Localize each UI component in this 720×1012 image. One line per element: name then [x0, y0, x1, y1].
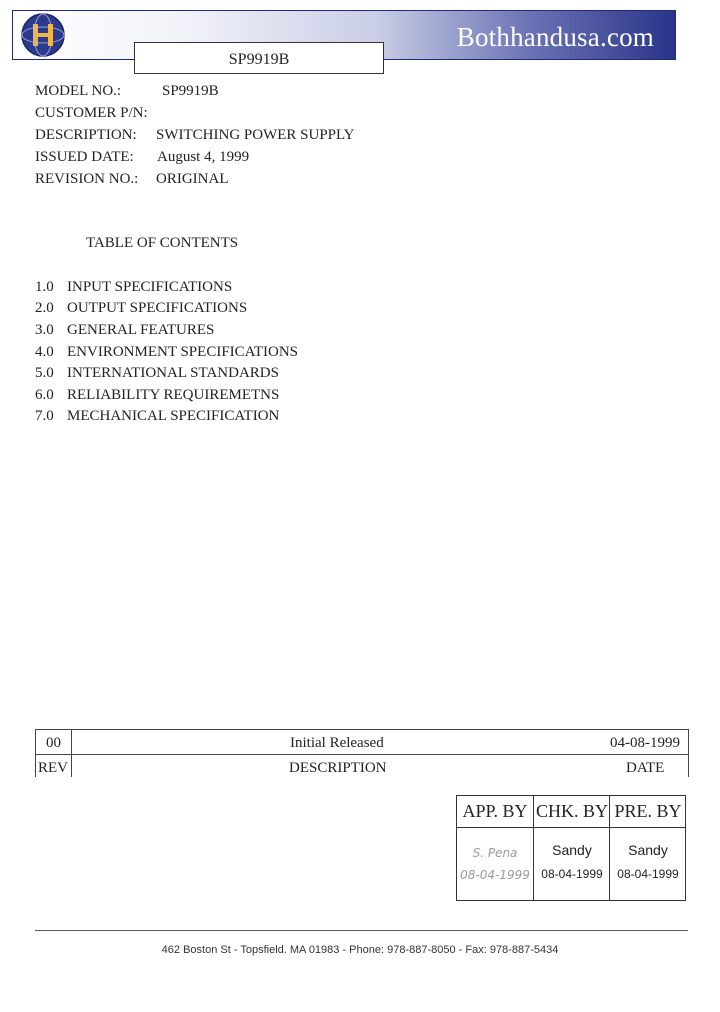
toc-num: 3.0	[35, 322, 54, 338]
toc-item	[35, 300, 247, 317]
rev-table-right-border	[688, 729, 689, 777]
toc-num: 7.0	[35, 408, 54, 424]
pre-date: 08-04-1999	[617, 867, 679, 881]
info-label: ISSUED DATE:	[35, 149, 134, 165]
app-signature: S. Pena	[472, 846, 518, 860]
info-row-revision	[35, 171, 229, 188]
toc-num: 5.0	[35, 365, 54, 381]
approval-block	[456, 795, 686, 901]
toc-num: 1.0	[35, 279, 54, 295]
toc-label: MECHANICAL SPECIFICATION	[67, 408, 280, 424]
toc-label: ENVIRONMENT SPECIFICATIONS	[67, 344, 298, 360]
toc-label: INTERNATIONAL STANDARDS	[67, 365, 279, 381]
rev-table-divider	[71, 729, 72, 777]
chk-by-header: CHK. BY	[535, 801, 608, 821]
toc-num: 4.0	[35, 344, 54, 360]
toc-label: RELIABILITY REQUIREMETNS	[67, 387, 280, 403]
rev-table-mid-rule	[35, 754, 688, 755]
toc-item	[35, 279, 232, 296]
rev-description: Initial Released	[290, 735, 384, 751]
info-row-model	[35, 83, 219, 100]
info-value: August 4, 1999	[157, 149, 250, 165]
info-label: MODEL NO.:	[35, 83, 122, 99]
app-date: 08-04-1999	[460, 868, 530, 882]
date-header: DATE	[626, 760, 665, 776]
brand-name: Bothhandusa.com	[456, 22, 654, 52]
info-value: SWITCHING POWER SUPPLY	[156, 127, 355, 143]
bh-globe-logo-icon	[20, 12, 66, 58]
footer-rule	[35, 930, 688, 931]
app-by-header: APP. BY	[462, 801, 528, 821]
toc-item	[35, 387, 279, 404]
rev-table-left-border	[35, 729, 36, 777]
toc-item	[35, 344, 298, 361]
rev-header: REV	[38, 760, 68, 776]
info-label: CUSTOMER P/N:	[35, 105, 148, 121]
info-label: DESCRIPTION:	[35, 127, 137, 143]
description-header: DESCRIPTION	[289, 760, 387, 776]
rev-number: 00	[46, 735, 61, 751]
info-label: REVISION NO.:	[35, 171, 139, 187]
toc-item	[35, 365, 279, 382]
info-value: ORIGINAL	[156, 171, 229, 187]
footer-address: 462 Boston St - Topsfield. MA 01983 - Phone: 978-887-8050 - Fax: 978-887-5434	[161, 944, 559, 956]
toc-num: 2.0	[35, 300, 54, 316]
info-value: SP9919B	[162, 83, 219, 99]
info-row-description	[35, 127, 355, 144]
toc-num: 6.0	[35, 387, 54, 403]
toc-label: GENERAL FEATURES	[67, 322, 215, 338]
rev-table-top-rule	[35, 729, 688, 730]
toc-label: OUTPUT SPECIFICATIONS	[67, 300, 248, 316]
toc-label: INPUT SPECIFICATIONS	[67, 279, 233, 295]
chk-date: 08-04-1999	[541, 867, 603, 881]
pre-name: Sandy	[628, 842, 668, 858]
toc-item	[35, 322, 214, 339]
info-row-issued-date	[35, 149, 249, 166]
toc-item	[35, 408, 279, 425]
model-title-box: SP9919B	[134, 42, 384, 74]
pre-by-header: PRE. BY	[614, 801, 682, 821]
info-row-customer-pn	[35, 105, 156, 122]
chk-name: Sandy	[552, 842, 592, 858]
rev-date: 04-08-1999	[610, 735, 680, 751]
toc-title: TABLE OF CONTENTS	[86, 235, 239, 251]
